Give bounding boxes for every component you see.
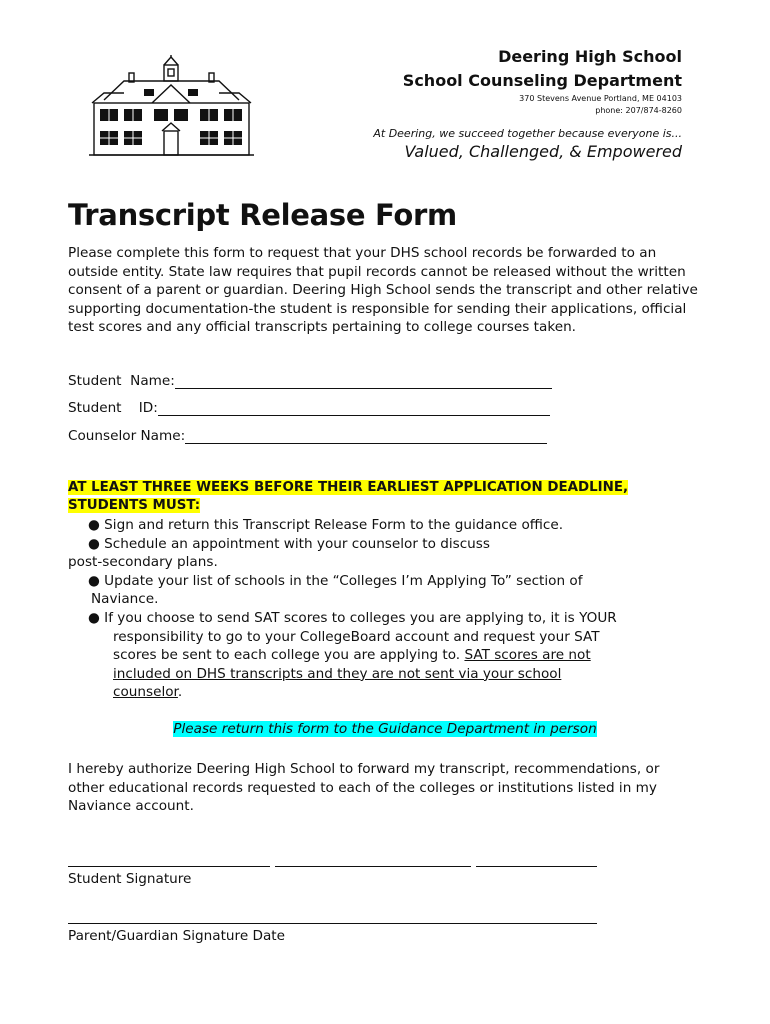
school-name: Deering High School xyxy=(498,47,682,66)
parent-signature-label: Parent/Guardian Signature Date xyxy=(68,928,285,944)
phone-line: phone: 207/874-8260 xyxy=(595,106,682,115)
list-item-line: post-secondary plans. xyxy=(68,554,218,571)
list-item xyxy=(68,535,678,572)
student-signature-label: Student Signature xyxy=(68,871,192,887)
deadline-warning-text: AT LEAST THREE WEEKS BEFORE THEIR EARLIEST APPLICATION DEADLINE, STUDENTS MUST: xyxy=(68,480,629,513)
list-item xyxy=(68,609,678,702)
list-item: ● Sign and return this Transcript Release Form to the guidance office. xyxy=(88,517,564,533)
student-id-line[interactable] xyxy=(158,401,550,416)
student-id-field xyxy=(68,400,550,416)
list-item xyxy=(68,572,678,609)
deadline-warning xyxy=(68,479,678,515)
requirements-list xyxy=(68,516,678,702)
student-name-label: Student Name: xyxy=(68,373,175,389)
page-title: Transcript Release Form xyxy=(68,198,457,232)
return-note xyxy=(0,721,770,737)
counselor-name-field xyxy=(68,428,547,444)
signature-line-middle[interactable] xyxy=(275,865,471,867)
date-line[interactable] xyxy=(476,865,597,867)
student-signature-line[interactable] xyxy=(68,865,270,867)
authorization-paragraph: I hereby authorize Deering High School to forward my transcript, recommendations, or other educational records requested to each of the colleges or institutions listed in my Naviance account. xyxy=(68,761,660,815)
counselor-name-line[interactable] xyxy=(185,429,547,444)
sat-note-end: . xyxy=(177,684,183,701)
list-item-line: ● Schedule an appointment with your counselor to discuss xyxy=(88,535,490,552)
intro-paragraph: Please complete this form to request that your DHS school records be forwarded to an outside entity. State law requires that pupil records cannot be released without the written consent of a parent or guardian. Deering High School sends the transcript and other relative supporting documentation-the student is responsible for sending their applications, official test scores and any official transcripts pertaining to college courses taken. xyxy=(68,245,698,336)
sat-note-underlined: SAT scores are not included on DHS transcripts and they are not sent via your school counselor xyxy=(113,647,591,701)
tagline-intro: At Deering, we succeed together because everyone is... xyxy=(373,127,682,140)
counselor-name-label: Counselor Name: xyxy=(68,428,186,444)
list-item-line: ● If you choose to send SAT scores to colleges you are applying to, it is YOUR xyxy=(88,609,617,626)
address-line: 370 Stevens Avenue Portland, ME 04103 xyxy=(519,94,682,103)
student-name-line[interactable] xyxy=(175,374,552,389)
list-item-continuation xyxy=(68,628,633,702)
school-building-logo xyxy=(84,55,259,163)
list-item-line: Naviance. xyxy=(91,591,159,608)
school-address xyxy=(519,93,682,117)
return-note-text: Please return this form to the Guidance Department in person xyxy=(173,721,597,737)
student-name-field xyxy=(68,373,552,389)
student-id-label: Student ID: xyxy=(68,400,158,416)
tagline-values: Valued, Challenged, & Empowered xyxy=(404,142,682,161)
sat-responsibility-text: responsibility to go to your CollegeBoard account and request your SAT scores be sent to each college you are applying to. xyxy=(113,628,600,664)
list-item-line: ● Update your list of schools in the “Colleges I’m Applying To” section of xyxy=(88,572,583,589)
department-name: School Counseling Department xyxy=(402,71,682,90)
parent-signature-line[interactable] xyxy=(68,922,597,924)
